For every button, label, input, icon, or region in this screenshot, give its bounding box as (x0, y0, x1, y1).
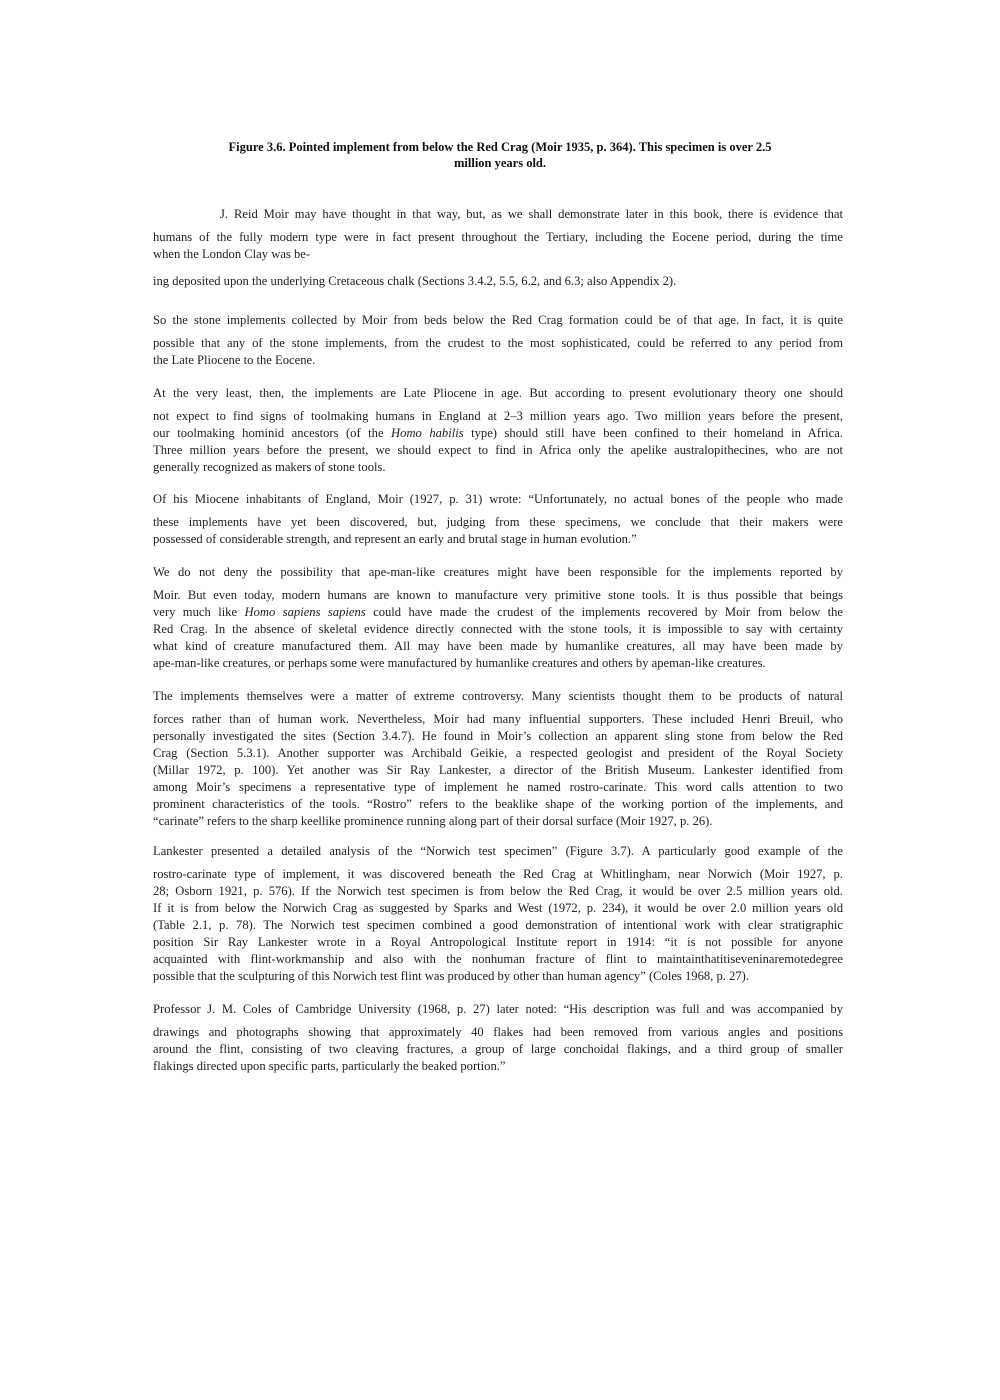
paragraph-3-line: possible that any of the stone implements, from the crudest to the most sophisticated, could be referred to any period from (153, 336, 843, 350)
paragraph-9-line: around the flint, consisting of two cleaving fractures, a group of large conchoidal flakings, and a third group of smaller (153, 1042, 843, 1056)
paragraph-1-line: humans of the fully modern type were in fact present throughout the Tertiary, including the Eocene period, during the time (153, 230, 843, 244)
paragraph-2-line: ing deposited upon the underlying Cretaceous chalk (Sections 3.4.2, 5.5, 6.2, and 6.3; also Appendix 2). (153, 274, 677, 288)
paragraph-8-line: Lankester presented a detailed analysis of the “Norwich test specimen” (Figure 3.7). A particularly good example of the (153, 844, 843, 858)
italic-term: Homo sapiens sapiens (244, 605, 366, 619)
paragraph-5-line: possessed of considerable strength, and represent an early and brutal stage in human evolution.” (153, 532, 637, 546)
paragraph-8-line: acquainted with flint-workmanship and also with the nonhuman fracture of flint to maintainthatitiseveninaremotedegree (153, 952, 843, 966)
paragraph-9-line: drawings and photographs showing that approximately 40 flakes had been removed from various angles and positions (153, 1025, 843, 1039)
paragraph-5-line: Of his Miocene inhabitants of England, Moir (1927, p. 31) wrote: “Unfortunately, no actual bones of the people who made (153, 492, 843, 506)
paragraph-8-line: possible that the sculpturing of this Norwich test flint was produced by other than human agency” (Coles 1968, p. 27). (153, 969, 749, 983)
paragraph-8-line: If it is from below the Norwich Crag as suggested by Sparks and West (1972, p. 234), it would be over 2.0 million years old (153, 901, 843, 915)
figure-caption-line-2: million years old. (453, 156, 547, 170)
paragraph-6-line (153, 604, 843, 620)
figure-caption-line-1: Figure 3.6. Pointed implement from below the Red Crag (Moir 1935, p. 364). This specimen is over 2.5 (228, 140, 772, 154)
paragraph-8-line: position Sir Ray Lankester wrote in a Royal Antropological Institute report in 1914: “it is not possible for anyone (153, 935, 843, 949)
paragraph-6-line: what kind of creature manufactured them. All may have been made by humanlike creatures, all may have been made by (153, 639, 843, 653)
paragraph-6-line: Red Crag. In the absence of skeletal evidence directly connected with the stone tools, it is impossible to say with certainty (153, 622, 843, 636)
italic-term: Homo habilis (391, 426, 464, 440)
paragraph-9-line: Professor J. M. Coles of Cambridge University (1968, p. 27) later noted: “His description was full and was accompanied by (153, 1002, 843, 1016)
paragraph-9-line: flakings directed upon specific parts, particularly the beaked portion.” (153, 1059, 506, 1073)
paragraph-7-line: Crag (Section 5.3.1). Another supporter was Archibald Geikie, a respected geologist and president of the Royal Society (153, 746, 843, 760)
paragraph-5-line: these implements have yet been discovered, but, judging from these specimens, we conclude that their makers were (153, 515, 843, 529)
paragraph-3-line: the Late Pliocene to the Eocene. (153, 353, 316, 367)
paragraph-8-line: 28; Osborn 1921, p. 576). If the Norwich test specimen is from below the Red Crag, it would be over 2.5 million years old. (153, 884, 843, 898)
line-segment: our toolmaking hominid ancestors (of the (153, 426, 392, 440)
paragraph-7-line: (Millar 1972, p. 100). Yet another was Sir Ray Lankester, a director of the British Museum. Lankester identified from (153, 763, 843, 777)
paragraph-3-line: So the stone implements collected by Moir from beds below the Red Crag formation could be of that age. In fact, it is quite (153, 313, 843, 327)
paragraph-1-line: J. Reid Moir may have thought in that way, but, as we shall demonstrate later in this book, there is evidence that (220, 207, 843, 221)
paragraph-4-line: generally recognized as makers of stone tools. (153, 460, 386, 474)
paragraph-7-line: personally investigated the sites (Section 3.4.7). He found in Moir’s collection an apparent sling stone from below the Red (153, 729, 843, 743)
line-segment: type) should still have been confined to their homeland in Africa. (463, 426, 843, 440)
paragraph-7-line: forces rather than of human work. Nevertheless, Moir had many influential supporters. These included Henri Breuil, who (153, 712, 843, 726)
paragraph-8-line: (Table 2.1, p. 78). The Norwich test specimen combined a good demonstration of intentional work with clear stratigraphic (153, 918, 843, 932)
paragraph-7-line: among Moir’s specimens a representative type of implement he named rostro-carinate. This word calls attention to two (153, 780, 843, 794)
paragraph-7-line: The implements themselves were a matter of extreme controversy. Many scientists thought them to be products of natural (153, 689, 843, 703)
paragraph-4-line: Three million years before the present, we should expect to find in Africa only the apelike australopithecines, who are not (153, 443, 843, 457)
paragraph-7-line: prominent characteristics of the tools. “Rostro” refers to the beaklike shape of the working portion of the implements, and (153, 797, 843, 811)
paragraph-8-line: rostro-carinate type of implement, it was discovered beneath the Red Crag at Whitlingham, near Norwich (Moir 1927, p. (153, 867, 843, 881)
paragraph-4-line (153, 425, 843, 441)
paragraph-6-line: ape-man-like creatures, or perhaps some were manufactured by humanlike creatures and others by apeman-like creatures. (153, 656, 766, 670)
paragraph-4-line: At the very least, then, the implements are Late Pliocene in age. But according to present evolutionary theory one should (153, 386, 843, 400)
paragraph-6-line: Moir. But even today, modern humans are known to manufacture very primitive stone tools. It is thus possible that beings (153, 588, 843, 602)
line-segment: very much like (153, 605, 245, 619)
paragraph-7-line: “carinate” refers to the sharp keellike prominence running along part of their dorsal surface (Moir 1927, p. 26). (153, 814, 713, 828)
line-segment: could have made the crudest of the implements recovered by Moir from below the (365, 605, 843, 619)
paragraph-4-line: not expect to find signs of toolmaking humans in England at 2–3 million years ago. Two million years before the present, (153, 409, 843, 423)
paragraph-6-line: We do not deny the possibility that ape-man-like creatures might have been responsible for the implements reported by (153, 565, 843, 579)
paragraph-1-line: when the London Clay was be- (153, 247, 311, 261)
